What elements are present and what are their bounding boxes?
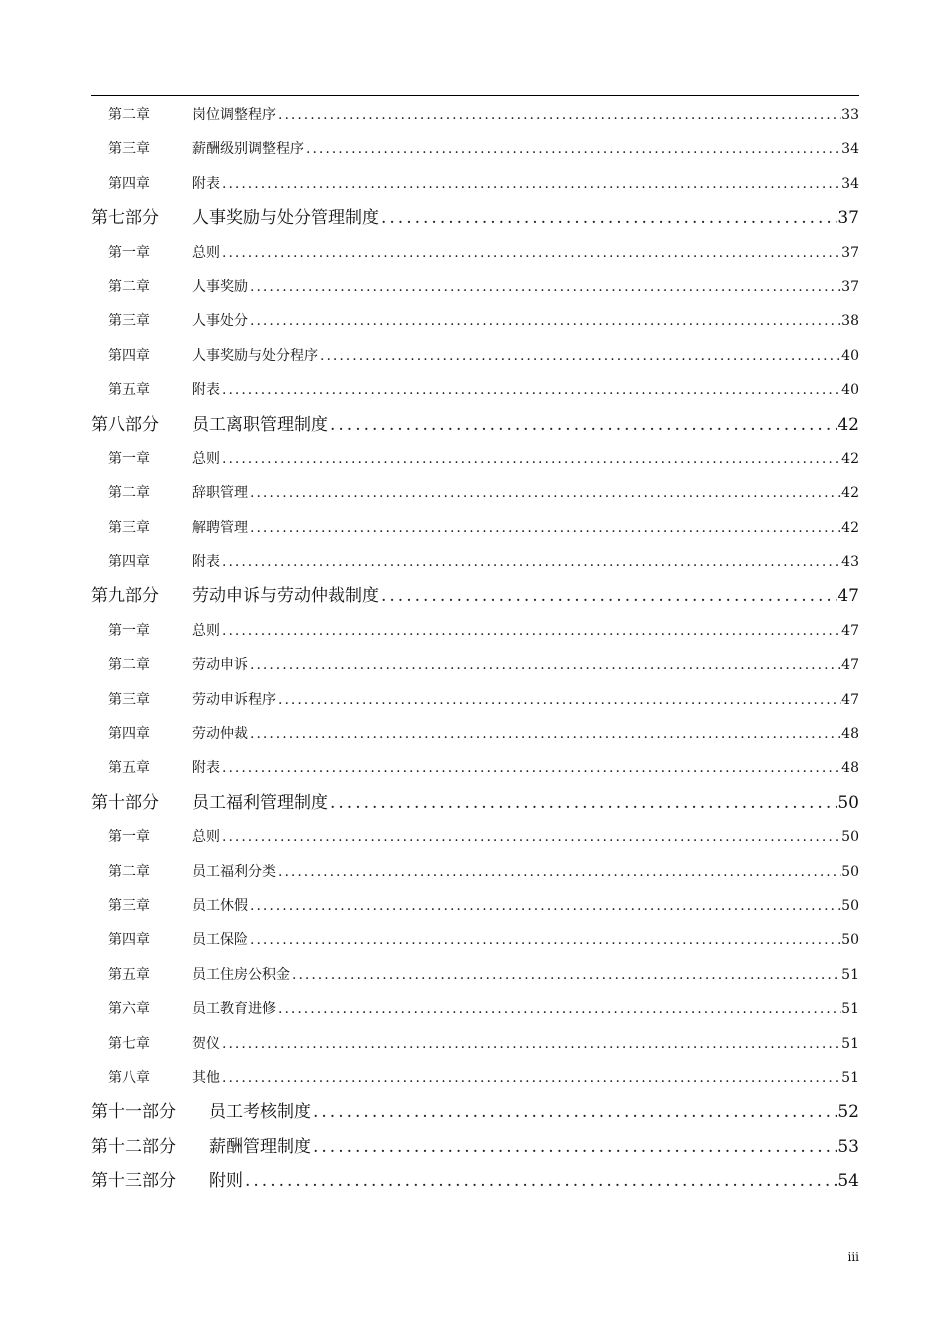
dot-leader <box>328 408 837 442</box>
toc-entry-title: 解聘管理 <box>192 519 248 536</box>
dot-leader <box>220 373 841 407</box>
dot-leader <box>248 476 841 510</box>
toc-entry-title: 总则 <box>192 829 220 846</box>
dot-leader <box>379 579 837 613</box>
toc-entry-page: 33 <box>841 107 859 123</box>
toc-entry-page: 42 <box>841 519 859 536</box>
toc-entry-number: 第三章 <box>108 691 150 708</box>
toc-entry-page: 53 <box>837 1136 859 1157</box>
dot-leader <box>220 167 841 201</box>
toc-entry-title: 附表 <box>192 382 220 399</box>
toc-chapter-entry[interactable] <box>91 270 859 304</box>
toc-entry-page: 42 <box>841 450 859 467</box>
toc-entry-number: 第一章 <box>108 829 150 846</box>
toc-entry-page: 37 <box>837 208 859 229</box>
toc-entry-number: 第三章 <box>108 897 150 914</box>
toc-entry-title: 薪酬级别调整程序 <box>192 141 304 158</box>
dot-leader <box>220 751 841 785</box>
toc-entry-page: 50 <box>841 829 859 846</box>
toc-entry-number: 第八部分 <box>91 414 159 435</box>
toc-entry-title: 员工休假 <box>192 897 248 914</box>
dot-leader <box>220 614 841 648</box>
toc-entry-number: 第七部分 <box>91 208 159 229</box>
page-number: iii <box>847 1250 859 1264</box>
toc-entry-title: 员工离职管理制度 <box>192 414 328 435</box>
dot-leader <box>220 236 841 270</box>
toc-entry-number: 第一章 <box>108 622 150 639</box>
table-of-contents <box>91 98 859 1199</box>
toc-entry-page: 50 <box>841 863 859 880</box>
toc-chapter-entry[interactable] <box>91 923 859 957</box>
dot-leader <box>220 1027 841 1061</box>
toc-entry-title: 薪酬管理制度 <box>209 1136 311 1157</box>
toc-chapter-entry[interactable] <box>91 1061 859 1095</box>
toc-entry-page: 37 <box>841 244 859 261</box>
toc-entry-title: 劳动申诉 <box>192 657 248 674</box>
toc-entry-number: 第三章 <box>108 141 150 158</box>
dot-leader <box>304 132 841 166</box>
toc-part-entry[interactable] <box>91 408 859 442</box>
toc-entry-page: 51 <box>841 1069 859 1086</box>
toc-entry-title: 员工教育进修 <box>192 1001 276 1018</box>
toc-chapter-entry[interactable] <box>91 476 859 510</box>
toc-entry-title: 员工福利管理制度 <box>192 792 328 813</box>
header-rule <box>91 95 859 96</box>
toc-entry-page: 47 <box>837 586 859 607</box>
toc-part-entry[interactable] <box>91 1095 859 1129</box>
toc-entry-page: 52 <box>837 1102 859 1123</box>
dot-leader <box>220 1061 841 1095</box>
toc-entry-page: 38 <box>841 313 859 330</box>
toc-entry-number: 第十部分 <box>91 792 159 813</box>
toc-entry-number: 第二章 <box>108 485 150 502</box>
toc-part-entry[interactable] <box>91 201 859 235</box>
dot-leader <box>276 98 841 132</box>
toc-entry-title: 人事奖励 <box>192 278 248 295</box>
toc-entry-title: 附表 <box>192 760 220 777</box>
toc-entry-number: 第一章 <box>108 450 150 467</box>
toc-entry-number: 第五章 <box>108 760 150 777</box>
toc-chapter-entry[interactable] <box>91 511 859 545</box>
toc-entry-title: 贺仪 <box>192 1035 220 1052</box>
toc-entry-page: 51 <box>841 1035 859 1052</box>
toc-chapter-entry[interactable] <box>91 1027 859 1061</box>
toc-entry-number: 第二章 <box>108 278 150 295</box>
toc-entry-title: 人事处分 <box>192 313 248 330</box>
toc-entry-title: 总则 <box>192 244 220 261</box>
toc-chapter-entry[interactable] <box>91 614 859 648</box>
toc-entry-title: 总则 <box>192 622 220 639</box>
toc-entry-title: 附表 <box>192 175 220 192</box>
toc-entry-title: 岗位调整程序 <box>192 107 276 123</box>
toc-entry-title: 劳动申诉程序 <box>192 691 276 708</box>
dot-leader <box>311 1130 837 1164</box>
toc-entry-title: 总则 <box>192 450 220 467</box>
dot-leader <box>248 304 841 338</box>
toc-chapter-entry[interactable] <box>91 236 859 270</box>
toc-chapter-entry[interactable] <box>91 339 859 373</box>
dot-leader <box>248 889 841 923</box>
toc-entry-number: 第四章 <box>108 175 150 192</box>
toc-entry-number: 第三章 <box>108 519 150 536</box>
toc-entry-page: 47 <box>841 657 859 674</box>
toc-entry-page: 37 <box>841 278 859 295</box>
dot-leader <box>243 1164 837 1198</box>
toc-chapter-entry[interactable] <box>91 442 859 476</box>
dot-leader <box>220 442 841 476</box>
dot-leader <box>379 201 837 235</box>
toc-entry-number: 第七章 <box>108 1035 150 1052</box>
dot-leader <box>328 786 837 820</box>
toc-entry-title: 辞职管理 <box>192 485 248 502</box>
dot-leader <box>220 545 841 579</box>
toc-chapter-entry[interactable] <box>91 992 859 1026</box>
dot-leader <box>276 992 841 1026</box>
toc-entry-page: 47 <box>841 691 859 708</box>
dot-leader <box>311 1095 837 1129</box>
toc-entry-page: 40 <box>841 347 859 364</box>
toc-entry-title: 劳动申诉与劳动仲裁制度 <box>192 586 379 607</box>
toc-chapter-entry[interactable] <box>91 717 859 751</box>
toc-chapter-entry[interactable] <box>91 889 859 923</box>
toc-chapter-entry[interactable] <box>91 683 859 717</box>
dot-leader <box>248 511 841 545</box>
toc-entry-page: 40 <box>841 382 859 399</box>
toc-entry-page: 50 <box>841 932 859 949</box>
toc-entry-page: 47 <box>841 622 859 639</box>
toc-entry-page: 42 <box>837 414 859 435</box>
dot-leader <box>248 923 841 957</box>
toc-chapter-entry[interactable] <box>91 958 859 992</box>
dot-leader <box>220 820 841 854</box>
toc-entry-number: 第四章 <box>108 932 150 949</box>
toc-entry-number: 第一章 <box>108 244 150 261</box>
toc-entry-number: 第二章 <box>108 107 150 123</box>
toc-entry-title: 员工福利分类 <box>192 863 276 880</box>
toc-entry-page: 34 <box>841 175 859 192</box>
toc-entry-number: 第十一部分 <box>91 1102 176 1123</box>
toc-entry-page: 42 <box>841 485 859 502</box>
toc-entry-number: 第十二部分 <box>91 1136 176 1157</box>
dot-leader <box>248 717 841 751</box>
toc-entry-title: 附则 <box>209 1171 243 1192</box>
dot-leader <box>248 270 841 304</box>
dot-leader <box>290 958 841 992</box>
toc-entry-number: 第五章 <box>108 382 150 399</box>
toc-entry-number: 第四章 <box>108 347 150 364</box>
dot-leader <box>276 855 841 889</box>
toc-entry-title: 员工保险 <box>192 932 248 949</box>
toc-entry-page: 50 <box>837 792 859 813</box>
toc-entry-page: 54 <box>837 1171 859 1192</box>
toc-chapter-entry[interactable] <box>91 98 859 132</box>
toc-part-entry[interactable] <box>91 786 859 820</box>
toc-entry-title: 劳动仲裁 <box>192 726 248 743</box>
toc-entry-page: 48 <box>841 760 859 777</box>
toc-entry-title: 员工住房公积金 <box>192 966 290 983</box>
toc-entry-number: 第六章 <box>108 1001 150 1018</box>
toc-entry-number: 第二章 <box>108 863 150 880</box>
toc-entry-page: 51 <box>841 1001 859 1018</box>
toc-entry-page: 50 <box>841 897 859 914</box>
toc-entry-title: 其他 <box>192 1069 220 1086</box>
toc-part-entry[interactable] <box>91 1130 859 1164</box>
toc-chapter-entry[interactable] <box>91 545 859 579</box>
toc-chapter-entry[interactable] <box>91 648 859 682</box>
toc-chapter-entry[interactable] <box>91 751 859 785</box>
toc-chapter-entry[interactable] <box>91 820 859 854</box>
dot-leader <box>318 339 841 373</box>
toc-entry-number: 第三章 <box>108 313 150 330</box>
toc-entry-page: 51 <box>841 966 859 983</box>
toc-chapter-entry[interactable] <box>91 132 859 166</box>
toc-chapter-entry[interactable] <box>91 167 859 201</box>
toc-entry-number: 第二章 <box>108 657 150 674</box>
toc-chapter-entry[interactable] <box>91 304 859 338</box>
toc-entry-number: 第八章 <box>108 1069 150 1086</box>
toc-part-entry[interactable] <box>91 1164 859 1198</box>
toc-entry-page: 43 <box>841 554 859 571</box>
toc-entry-title: 人事奖励与处分程序 <box>192 347 318 364</box>
toc-entry-number: 第九部分 <box>91 586 159 607</box>
toc-entry-number: 第四章 <box>108 726 150 743</box>
toc-chapter-entry[interactable] <box>91 855 859 889</box>
toc-entry-page: 48 <box>841 726 859 743</box>
dot-leader <box>248 648 841 682</box>
toc-chapter-entry[interactable] <box>91 373 859 407</box>
toc-entry-title: 员工考核制度 <box>209 1102 311 1123</box>
toc-part-entry[interactable] <box>91 579 859 613</box>
toc-entry-page: 34 <box>841 141 859 158</box>
toc-entry-number: 第十三部分 <box>91 1171 176 1192</box>
toc-entry-title: 附表 <box>192 554 220 571</box>
toc-entry-title: 人事奖励与处分管理制度 <box>192 208 379 229</box>
dot-leader <box>276 683 841 717</box>
toc-entry-number: 第四章 <box>108 554 150 571</box>
toc-entry-number: 第五章 <box>108 966 150 983</box>
